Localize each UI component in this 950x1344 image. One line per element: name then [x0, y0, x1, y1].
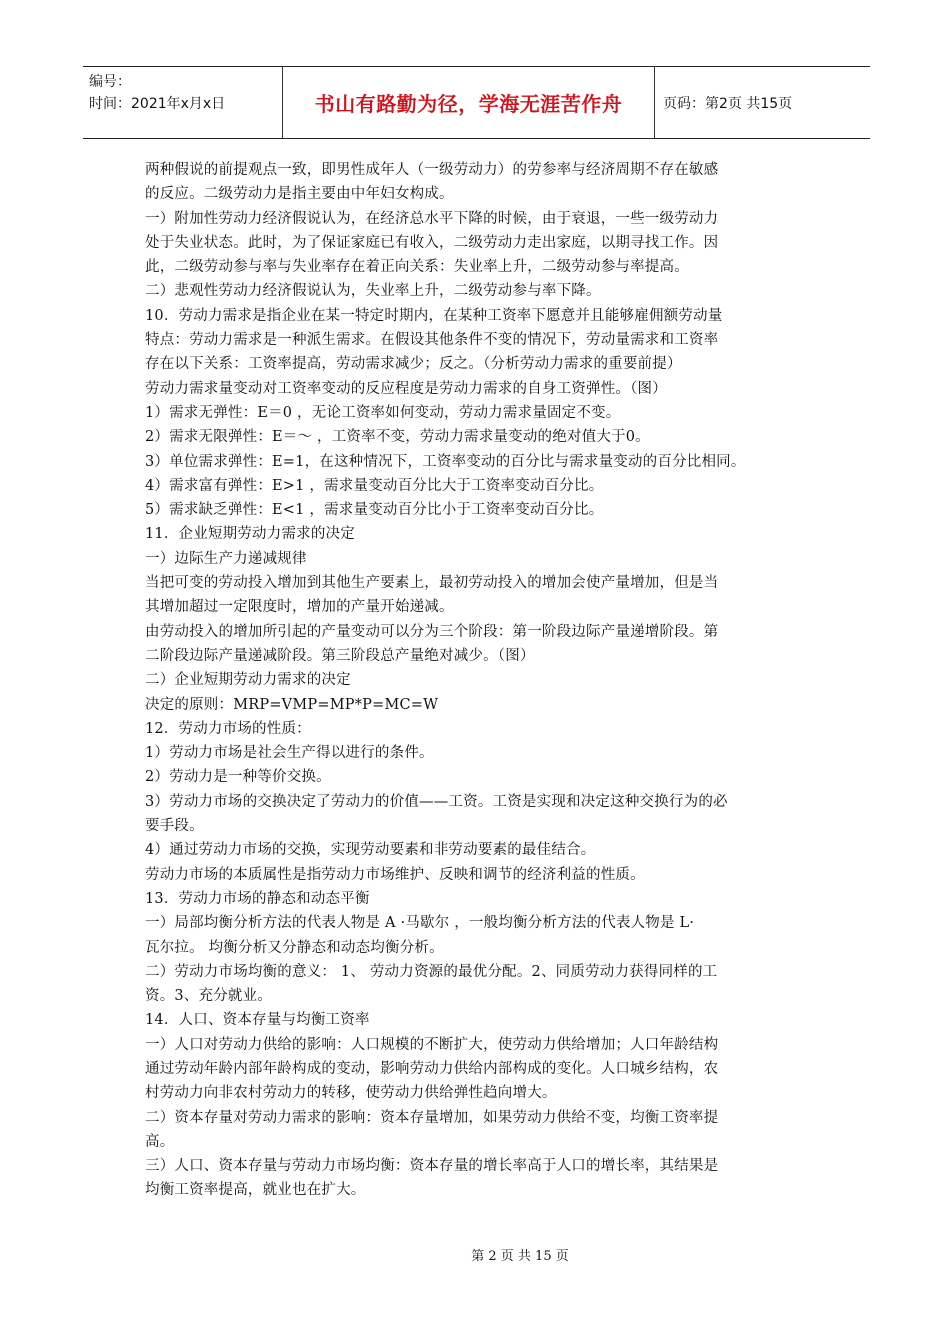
header-left-cell [83, 67, 283, 138]
text-line: 此，二级劳动参与率与失业率存在着正向关系：失业率上升，二级劳动参与率提高。 [145, 259, 689, 276]
text-line: 13．劳动力市场的静态和动态平衡 [145, 890, 370, 907]
text-line: 通过劳动年龄内部年龄构成的变动，影响劳动力供给内部构成的变化。人口城乡结构，农 [145, 1060, 719, 1077]
text-line: 二）劳动力市场均衡的意义： 1、 劳动力资源的最优分配。2、同质劳动力获得同样的工 [145, 963, 718, 980]
text-line: 2）需求无限弹性：E＝～ ，工资率不变，劳动力需求量变动的绝对值大于0。 [145, 429, 650, 446]
text-line: 二阶段边际产量递减阶段。第三阶段总产量绝对减少。（图） [145, 647, 535, 664]
text-line: 村劳动力向非农村劳动力的转移，使劳动力供给弹性趋向增大。 [145, 1085, 557, 1102]
number-label: 编号： [89, 74, 131, 90]
text-line: 12．劳动力市场的性质： [145, 720, 311, 737]
text-line: 特点：劳动力需求是一种派生需求。在假设其他条件不变的情况下，劳动量需求和工资率 [145, 332, 719, 349]
text-line: 二）企业短期劳动力需求的决定 [145, 672, 351, 689]
header-motto: 书山有路勤为径，学海无涯苦作舟 [314, 92, 623, 116]
text-line: 3）单位需求弹性：E=1，在这种情况下，工资率变动的百分比与需求量变动的百分比相同。 [145, 453, 746, 470]
text-line: 3）劳动力市场的交换决定了劳动力的价值——工资。工资是实现和决定这种交换行为的必 [145, 793, 728, 810]
page-header [83, 66, 870, 139]
text-line: 均衡工资率提高，就业也在扩大。 [145, 1182, 366, 1199]
document-body [145, 158, 817, 1203]
text-line: 4）通过劳动力市场的交换，实现劳动要素和非劳动要素的最佳结合。 [145, 842, 596, 859]
text-line: 一）人口对劳动力供给的影响：人口规模的不断扩大，使劳动力供给增加；人口年龄结构 [145, 1036, 719, 1053]
text-line: 两种假说的前提观点一致，即男性成年人（一级劳动力）的劳参率与经济周期不存在敏感 [145, 162, 719, 178]
text-line: 一）附加性劳动力经济假说认为，在经济总水平下降的时候，由于衰退，一些一级劳动力 [145, 210, 719, 227]
text-line: 高。 [145, 1133, 175, 1150]
text-line: 二）资本存量对劳动力需求的影响：资本存量增加，如果劳动力供给不变，均衡工资率提 [145, 1109, 719, 1126]
text-line: 劳动力市场的本质属性是指劳动力市场维护、反映和调节的经济利益的性质。 [145, 866, 645, 883]
text-line: 的反应。二级劳动力是指主要由中年妇女构成。 [145, 186, 454, 203]
text-line: 1）需求无弹性：E＝0 ，无论工资率如何变动，劳动力需求量固定不变。 [145, 404, 621, 421]
page-footer [0, 1245, 950, 1264]
text-line: 10．劳动力需求是指企业在某一特定时期内，在某种工资率下愿意并且能够雇佣额劳动量 [145, 307, 723, 324]
text-line: 由劳动投入的增加所引起的产量变动可以分为三个阶段：第一阶段边际产量递增阶段。第 [145, 623, 719, 640]
text-line: 其增加超过一定限度时，增加的产量开始递减。 [145, 599, 454, 616]
text-line: 2）劳动力是一种等价交换。 [145, 769, 331, 786]
text-line: 三）人口、资本存量与劳动力市场均衡：资本存量的增长率高于人口的增长率，其结果是 [145, 1158, 719, 1175]
text-line: 5）需求缺乏弹性：E<1 ，需求量变动百分比小于工资率变动百分比。 [145, 502, 604, 519]
text-line: 一）边际生产力递减规律 [145, 550, 307, 567]
text-line: 资。3、充分就业。 [145, 988, 273, 1005]
text-line: 存在以下关系：工资率提高，劳动需求减少；反之。（分析劳动力需求的重要前提） [145, 356, 682, 373]
text-line: 一）局部均衡分析方法的代表人物是 A ·马歇尔 ，一般均衡分析方法的代表人物是 L· [145, 915, 695, 932]
text-line: 处于失业状态。此时，为了保证家庭已有收入，二级劳动力走出家庭，以期寻找工作。因 [145, 234, 719, 251]
text-line: 当把可变的劳动投入增加到其他生产要素上，最初劳动投入的增加会使产量增加，但是当 [145, 575, 719, 592]
footer-page-number: 第 2 页 共 15 页 [471, 1249, 569, 1264]
text-line: 11．企业短期劳动力需求的决定 [145, 526, 355, 543]
text-line: 1）劳动力市场是社会生产得以进行的条件。 [145, 745, 434, 762]
text-line: 二）悲观性劳动力经济假说认为，失业率上升，二级劳动参与率下降。 [145, 283, 601, 300]
header-right-cell [655, 67, 870, 138]
text-line: 14．人口、资本存量与均衡工资率 [145, 1012, 370, 1029]
page-info: 页码：第2页 共15页 [663, 95, 793, 112]
text-line: 4）需求富有弹性：E>1 ，需求量变动百分比大于工资率变动百分比。 [145, 477, 604, 494]
text-line: 要手段。 [145, 818, 204, 835]
text-line: 瓦尔拉。 均衡分析又分静态和动态均衡分析。 [145, 939, 444, 956]
date-line: 时间：2021年x月x日 [89, 96, 226, 112]
text-line: 决定的原则：MRP=VMP=MP*P=MC=W [145, 696, 439, 713]
header-middle-cell [283, 67, 655, 138]
text-line: 劳动力需求量变动对工资率变动的反应程度是劳动力需求的自身工资弹性。（图） [145, 380, 667, 397]
